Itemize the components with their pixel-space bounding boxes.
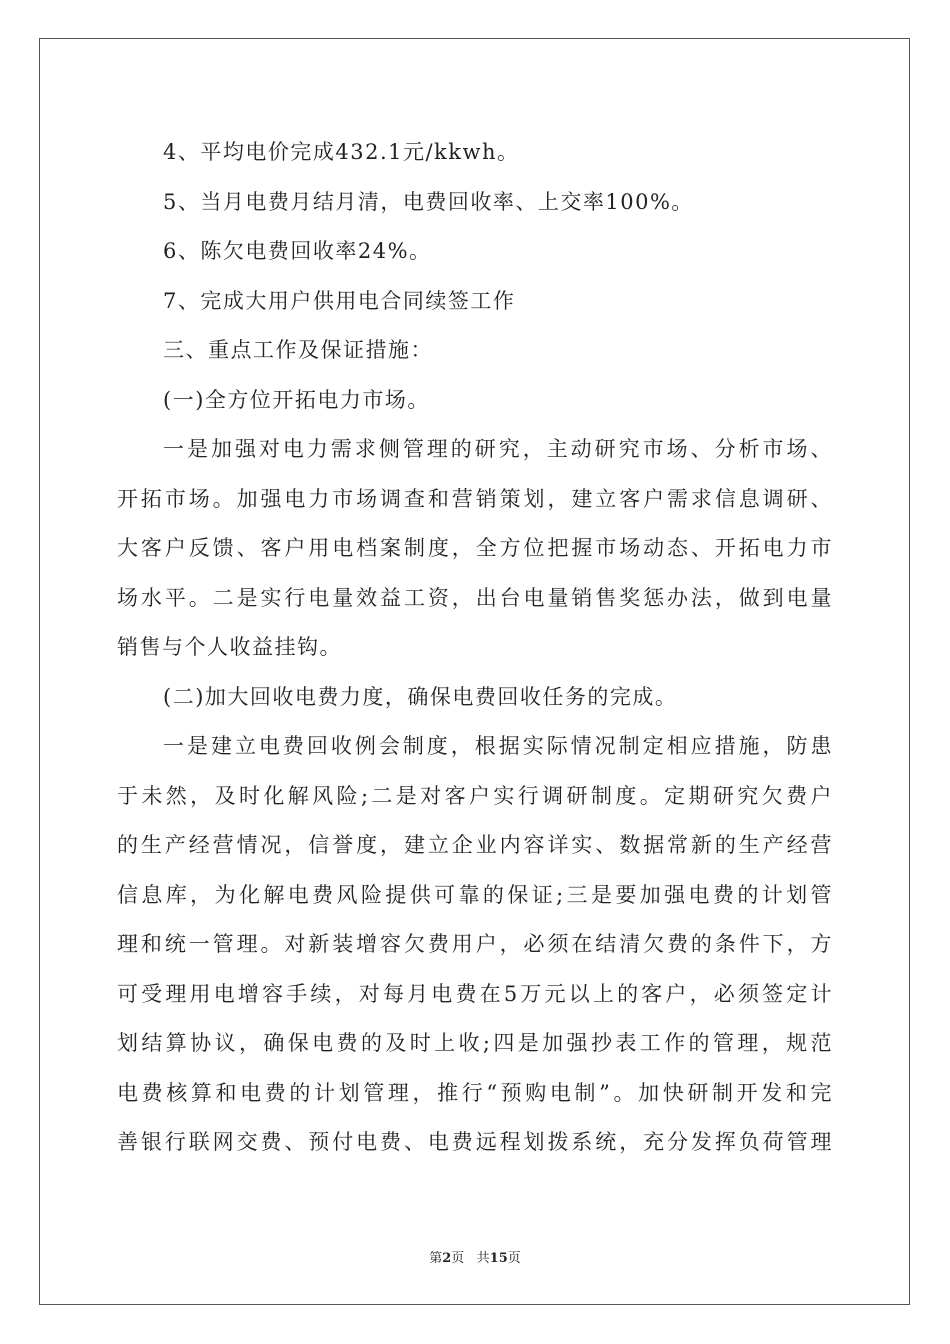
text-line: 开拓市场。加强电力市场调查和营销策划，建立客户需求信息调研、 [117, 486, 833, 511]
text-line: 大客户反馈、客户用电档案制度，全方位把握市场动态、开拓电力市 [117, 536, 833, 560]
text-line: 三、重点工作及保证措施： [163, 338, 433, 362]
text-line: 划结算协议，确保电费的及时上收;四是加强抄表工作的管理，规范 [117, 1031, 833, 1055]
text-line: 场水平。二是实行电量效益工资，出台电量销售奖惩办法，做到电量 [117, 585, 833, 610]
text-line: 5、当月电费月结月清，电费回收率、上交率100%。 [163, 189, 694, 214]
current-page-number: 2 [442, 1251, 452, 1266]
text-line: 一是加强对电力需求侧管理的研究，主动研究市场、分析市场、 [163, 437, 833, 461]
text-line: 于未然，及时化解风险;二是对客户实行调研制度。定期研究欠费户 [117, 783, 833, 808]
text-line: 善银行联网交费、预付电费、电费远程划拨系统，充分发挥负荷管理 [117, 1130, 833, 1154]
total-page-count: 15 [489, 1251, 508, 1266]
page-footer [0, 1247, 950, 1266]
text-line: 电费核算和电费的计划管理，推行“预购电制”。加快研制开发和完 [117, 1080, 833, 1105]
text-line: 信息库，为化解电费风险提供可靠的保证;三是要加强电费的计划管 [117, 882, 833, 907]
text-line: 销售与个人收益挂钩。 [117, 635, 342, 659]
footer-prefix: 第 [429, 1251, 443, 1266]
text-line: (二)加大回收电费力度，确保电费回收任务的完成。 [163, 684, 678, 709]
text-line: 4、平均电价完成432.1元/kkwh。 [163, 140, 520, 164]
text-line: (一)全方位开拓电力市场。 [163, 387, 430, 412]
text-line: 可受理用电增容手续，对每月电费在5万元以上的客户，必须签定计 [117, 981, 833, 1006]
text-line: 一是建立电费回收例会制度，根据实际情况制定相应措施，防患 [163, 734, 833, 758]
text-line: 6、陈欠电费回收率24%。 [163, 239, 432, 263]
document-body [117, 128, 833, 1168]
text-line: 理和统一管理。对新装增容欠费用户，必须在结清欠费的条件下，方 [117, 932, 833, 956]
footer-mid: 页 共 [451, 1251, 490, 1266]
text-line: 的生产经营情况，信誉度，建立企业内容详实、数据常新的生产经营 [117, 833, 833, 857]
text-line: 7、完成大用户供用电合同续签工作 [163, 288, 516, 313]
footer-suffix: 页 [507, 1251, 521, 1266]
